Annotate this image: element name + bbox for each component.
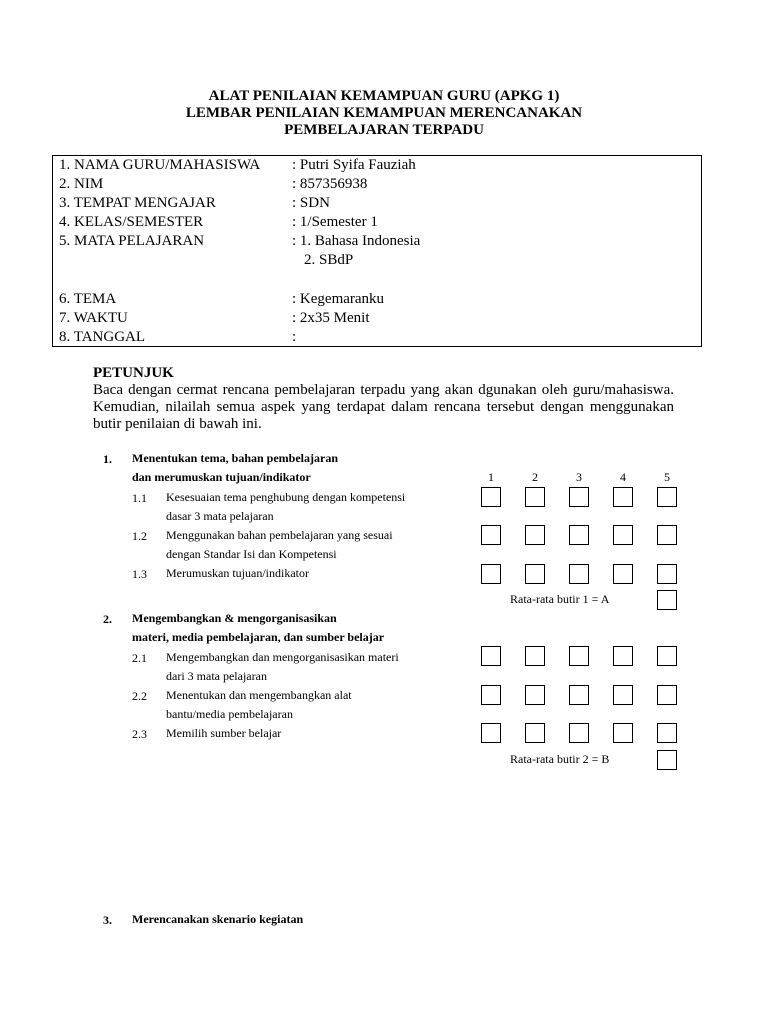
section-number: 2. bbox=[103, 612, 112, 626]
item-text: dengan Standar Isi dan Kompetensi bbox=[166, 547, 337, 561]
identity-box bbox=[52, 155, 702, 347]
score-checkbox[interactable] bbox=[613, 723, 633, 743]
score-checkbox[interactable] bbox=[657, 723, 677, 743]
item-text: Kesesuaian tema penghubung dengan kompetensi bbox=[166, 490, 406, 504]
info-label: 4. KELAS/SEMESTER bbox=[59, 214, 204, 230]
score-checkbox[interactable] bbox=[613, 487, 633, 507]
score-checkbox[interactable] bbox=[569, 487, 589, 507]
info-value: : 1. Bahasa Indonesia bbox=[292, 233, 421, 249]
item-number: 2.2 bbox=[132, 689, 147, 703]
score-checkbox[interactable] bbox=[613, 646, 633, 666]
average-box[interactable] bbox=[657, 750, 677, 770]
info-value: : 2x35 Menit bbox=[292, 310, 370, 326]
score-checkbox[interactable] bbox=[569, 564, 589, 584]
info-label: 8. TANGGAL bbox=[59, 329, 146, 345]
scale-label: 3 bbox=[576, 470, 582, 484]
item-number: 1.2 bbox=[132, 529, 147, 543]
info-value: : bbox=[292, 329, 297, 345]
info-value: 2. SBdP bbox=[304, 252, 354, 268]
info-value: : Putri Syifa Fauziah bbox=[292, 157, 416, 173]
info-label: 2. NIM bbox=[59, 176, 104, 192]
section-number: 3. bbox=[103, 913, 112, 927]
score-checkbox[interactable] bbox=[613, 525, 633, 545]
info-value: : Kegemaranku bbox=[292, 291, 385, 307]
item-text: Mengembangkan dan mengorganisasikan materi bbox=[166, 650, 399, 664]
doc-title-line3: PEMBELAJARAN TERPADU bbox=[284, 122, 484, 138]
item-text: bantu/media pembelajaran bbox=[166, 707, 293, 721]
instructions-text: Baca dengan cermat rencana pembelajaran terpadu yang akan dgunakan oleh guru/mahasiswa. Kemudian, nilailah semua aspek yang terdapat dalam rencana tersebut dengan menggunakan butir penilaian di bawah ini. bbox=[93, 382, 674, 432]
info-label: 6. TEMA bbox=[59, 291, 117, 307]
score-checkbox[interactable] bbox=[481, 564, 501, 584]
score-checkbox[interactable] bbox=[481, 525, 501, 545]
score-checkbox[interactable] bbox=[525, 525, 545, 545]
item-number: 2.1 bbox=[132, 651, 147, 665]
section-number: 1. bbox=[103, 452, 112, 466]
section-title: Merencanakan skenario kegiatan bbox=[132, 912, 304, 926]
item-text: Merumuskan tujuan/indikator bbox=[166, 566, 309, 580]
scale-label: 4 bbox=[620, 470, 626, 484]
item-number: 1.1 bbox=[132, 491, 147, 505]
section-title: Mengembangkan & mengorganisasikan bbox=[132, 611, 337, 625]
score-checkbox[interactable] bbox=[525, 487, 545, 507]
score-checkbox[interactable] bbox=[569, 525, 589, 545]
score-checkbox[interactable] bbox=[525, 646, 545, 666]
score-checkbox[interactable] bbox=[613, 685, 633, 705]
score-checkbox[interactable] bbox=[569, 646, 589, 666]
item-number: 2.3 bbox=[132, 727, 147, 741]
item-text: Memilih sumber belajar bbox=[166, 726, 282, 740]
average-label: Rata-rata butir 1 = A bbox=[510, 592, 610, 606]
info-value: : 857356938 bbox=[292, 176, 368, 192]
score-checkbox[interactable] bbox=[657, 487, 677, 507]
score-checkbox[interactable] bbox=[657, 564, 677, 584]
info-value: : SDN bbox=[292, 195, 330, 211]
score-checkbox[interactable] bbox=[657, 685, 677, 705]
info-label: 3. TEMPAT MENGAJAR bbox=[59, 195, 216, 211]
info-value: : 1/Semester 1 bbox=[292, 214, 378, 230]
info-label: 1. NAMA GURU/MAHASISWA bbox=[59, 157, 261, 173]
instructions-title: PETUNJUK bbox=[93, 365, 174, 381]
item-text: Menggunakan bahan pembelajaran yang sesuai bbox=[166, 528, 393, 542]
score-checkbox[interactable] bbox=[481, 685, 501, 705]
score-checkbox[interactable] bbox=[569, 685, 589, 705]
info-label: 7. WAKTU bbox=[59, 310, 128, 326]
score-checkbox[interactable] bbox=[613, 564, 633, 584]
item-text: Menentukan dan mengembangkan alat bbox=[166, 688, 352, 702]
section-title: materi, media pembelajaran, dan sumber belajar bbox=[132, 630, 385, 644]
scale-label: 2 bbox=[532, 470, 538, 484]
score-checkbox[interactable] bbox=[481, 723, 501, 743]
item-number: 1.3 bbox=[132, 567, 147, 581]
average-box[interactable] bbox=[657, 590, 677, 610]
score-checkbox[interactable] bbox=[525, 723, 545, 743]
score-checkbox[interactable] bbox=[657, 525, 677, 545]
score-checkbox[interactable] bbox=[657, 646, 677, 666]
score-checkbox[interactable] bbox=[569, 723, 589, 743]
section-title: dan merumuskan tujuan/indikator bbox=[132, 470, 311, 484]
item-text: dasar 3 mata pelajaran bbox=[166, 509, 274, 523]
score-checkbox[interactable] bbox=[525, 564, 545, 584]
doc-title-line1: ALAT PENILAIAN KEMAMPUAN GURU (APKG 1) bbox=[208, 88, 560, 104]
scale-label: 1 bbox=[488, 470, 494, 484]
doc-title-line2: LEMBAR PENILAIAN KEMAMPUAN MERENCANAKAN bbox=[185, 105, 583, 121]
score-checkbox[interactable] bbox=[481, 646, 501, 666]
scale-label: 5 bbox=[664, 470, 670, 484]
info-label: 5. MATA PELAJARAN bbox=[59, 233, 205, 249]
average-label: Rata-rata butir 2 = B bbox=[510, 752, 610, 766]
section-title: Menentukan tema, bahan pembelajaran bbox=[132, 451, 339, 465]
score-checkbox[interactable] bbox=[525, 685, 545, 705]
item-text: dari 3 mata pelajaran bbox=[166, 669, 267, 683]
score-checkbox[interactable] bbox=[481, 487, 501, 507]
